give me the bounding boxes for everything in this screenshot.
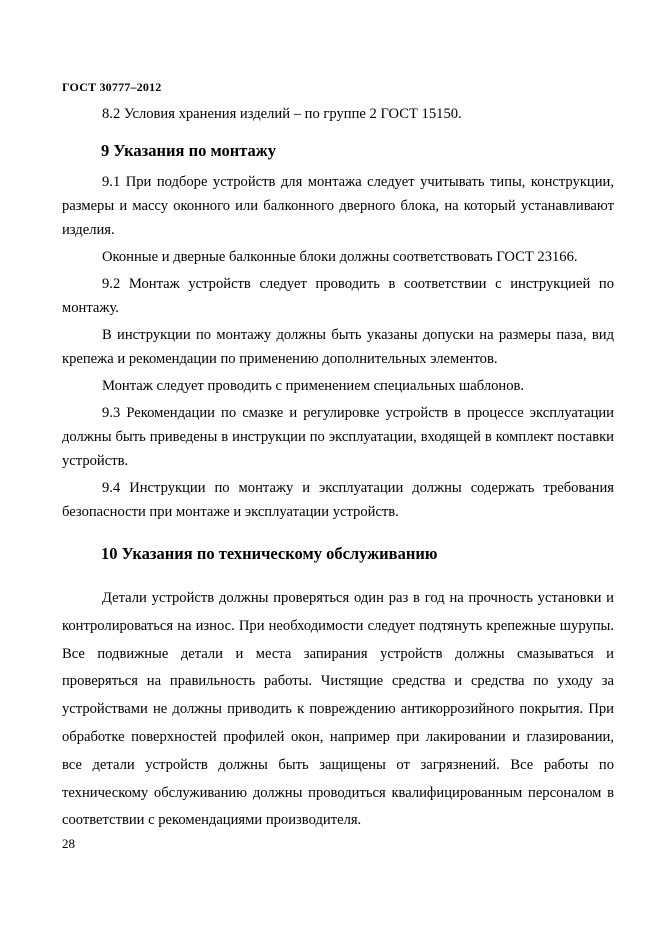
paragraph-9-2-templates: Монтаж следует проводить с применением специальных шаблонов. [102, 378, 525, 394]
paragraph-9-3: 9.3 Рекомендации по смазке и регулировке устройств в процессе эксплуатации должны быть приведены в инструкции по эксплуатации, входящей в комплект поставки устройств. [62, 405, 614, 469]
paragraph-8-2: 8.2 Условия хранения изделий – по группе 2 ГОСТ 15150. [102, 106, 462, 122]
paragraph-9-1-note: Оконные и дверные балконные блоки должны соответствовать ГОСТ 23166. [102, 249, 578, 265]
paragraph-9-2: 9.2 Монтаж устройств следует проводить в соответствии с инструкцией по монтажу. [62, 276, 614, 316]
section-10-body [62, 585, 614, 835]
section-9-heading: 9 Указания по монтажу [101, 141, 277, 160]
section-9-body [62, 170, 614, 524]
document-header: ГОСТ 30777–2012 [62, 80, 162, 94]
paragraph-9-1: 9.1 При подборе устройств для монтажа следует учитывать типы, конструкции, размеры и массу оконного или балконного дверного блока, на который устанавливают изделия. [62, 174, 614, 238]
paragraph-9-4: 9.4 Инструкции по монтажу и эксплуатации должны содержать требования безопасности при монтаже и эксплуатации устройств. [62, 480, 614, 520]
section-8-text [62, 102, 614, 126]
paragraph-9-2-note: В инструкции по монтажу должны быть указаны допуски на размеры паза, вид крепежа и рекомендации по применению дополнительных элементов. [62, 327, 614, 367]
paragraph-10: Детали устройств должны проверяться один раз в год на прочность установки и контролироваться на износ. При необходимости следует подтянуть крепежные шурупы. Все подвижные детали и места запирания устройств должны смазываться и проверяться на правильность работы. Чистящие средства и средства по уходу за устройствами не должны приводить к повреждению антикоррозийного покрытия. При обработке поверхностей профилей окон, например при лакировании и глазировании, все детали устройств должны быть защищены от загрязнений. Все работы по техническому обслуживанию должны проводиться квалифицированным персоналом в соответствии с рекомендациями производителя. [62, 590, 614, 829]
page-number: 28 [62, 836, 75, 851]
section-10-heading: 10 Указания по техническому обслуживанию [101, 544, 438, 563]
